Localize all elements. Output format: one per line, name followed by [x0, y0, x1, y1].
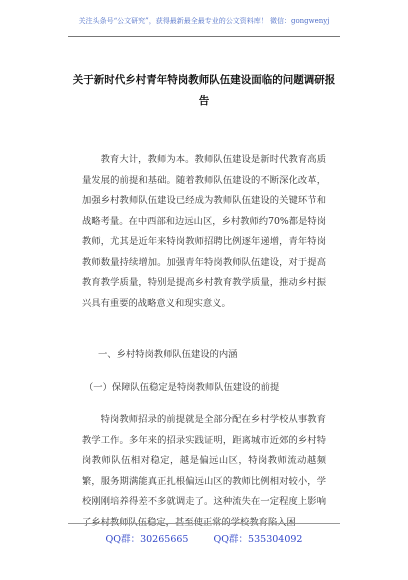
- qq-group-1: QQ群：30265665: [105, 534, 189, 545]
- footer-contact: [0, 531, 408, 545]
- footer-divider: [68, 523, 340, 524]
- document-title: 关于新时代乡村青年特岗教师队伍建设面临的问题调研报告: [72, 74, 336, 107]
- section-paragraph-block: [82, 410, 326, 533]
- header-divider: [68, 36, 340, 37]
- header-banner: 关注头条号“公文研究”，获得最新最全最专业的公文资料库！ 微信：gongwenyj: [78, 17, 330, 25]
- intro-paragraph-block: [82, 150, 326, 314]
- body-paragraph: 教育大计，教师为本。教师队伍建设是新时代教育高质量发展的前提和基础。随着教师队伍建设的不断深化改革，加强乡村教师队伍建设已经成为教师队伍建设的关键环节和战略考量。在中西部和边远山区，乡村教师约70%都是特岗教师，尤其是近年来特岗教师招聘比例逐年递增，青年特岗教师数量持续增加。加强青年特岗教师队伍建设，对于提高教育教学质量，特别是提高乡村教育教学质量，推动乡村振兴具有重要的战略意义和现实意义。: [82, 154, 326, 309]
- body-paragraph: 特岗教师招录的前提就是全部分配在乡村学校从事教育教学工作。多年来的招录实践证明，距离城市近郊的乡村特岗教师队伍相对稳定，越是偏远山区，特岗教师流动越频繁，服务期满能真正扎根偏远山区的教师比例相对较小，学校刚刚培养得差不多就调走了。这种流失在一定程度上影响了乡村教师队伍稳定，甚至使正常的学校教育陷入困: [82, 414, 326, 528]
- qq-group-2: QQ群：535304092: [213, 534, 303, 545]
- section-heading: 一、乡村特岗教师队伍建设的内涵: [98, 349, 238, 360]
- subsection-heading: （一）保障队伍稳定是特岗教师队伍建设的前提: [84, 382, 280, 393]
